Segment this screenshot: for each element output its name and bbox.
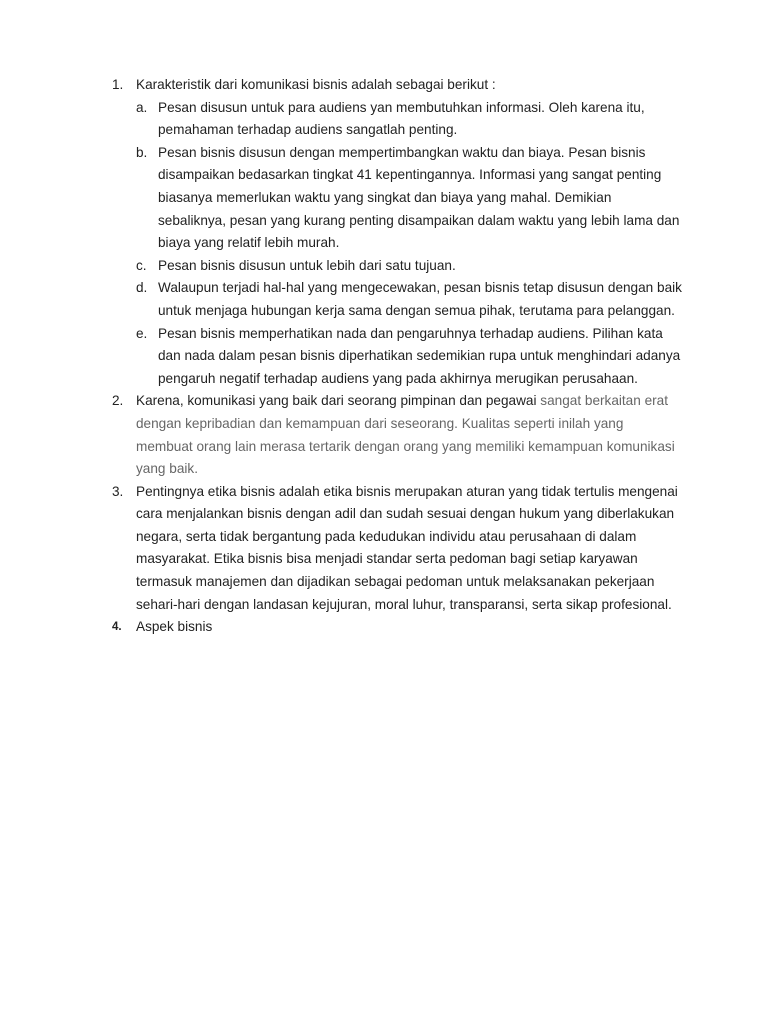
sublist-letter: b. (136, 144, 148, 160)
sublist-item-text: Pesan disusun untuk para audiens yan membutuhkan informasi. Oleh karena itu, pemahaman terhadap audiens sangatlah penting. (158, 99, 645, 138)
list-item-text (136, 390, 682, 480)
list-number: 3. (112, 483, 124, 499)
list-number: 4. (112, 621, 122, 634)
sublist-letter: a. (136, 99, 148, 115)
list-item-text: Pentingnya etika bisnis adalah etika bisnis merupakan aturan yang tidak tertulis mengenai cara menjalankan bisnis dengan adil dan sudah sesuai dengan hukum yang diberlakukan negara, serta tidak bergantung pada kedudukan individu atau perusahaan di dalam masyarakat. Etika bisnis bisa menjadi standar serta pedoman bagi setiap karyawan termasuk manajemen dan dijadikan sebagai pedoman untuk melaksanakan pekerjaan sehari-hari dengan landasan kejujuran, moral luhur, transparansi, serta sikap profesional. (136, 483, 678, 612)
list-item-text-dark: Karena, komunikasi yang baik dari seorang pimpinan dan pegawai (136, 393, 537, 409)
sublist-item-b (136, 142, 682, 255)
document-body (112, 74, 682, 639)
sublist-item-text: Pesan bisnis disusun untuk lebih dari satu tujuan. (158, 257, 456, 273)
sublist-letter: d. (136, 280, 148, 296)
sublist-letter: c. (136, 257, 147, 273)
sublist-item-text: Pesan bisnis disusun dengan mempertimbangkan waktu dan biaya. Pesan bisnis disampaikan bedasarkan tingkat 41 kepentingannya. Informasi yang sangat penting biasanya memerlukan waktu yang singkat dan biaya yang mahal. Demikian sebaliknya, pesan yang kurang penting disampaikan dalam waktu yang lebih lama dan biaya yang relatif lebih murah. (158, 144, 680, 251)
sublist-item-d (136, 277, 682, 322)
list-item-text: Aspek bisnis (136, 619, 213, 635)
list-item-text-muted: sangat berkaitan erat dengan kepribadian dan kemampuan dari seseorang. Kualitas seperti inilah yang membuat orang lain merasa tertarik dengan orang yang memiliki kemampuan komunikasi yang baik. (136, 393, 675, 477)
sublist-item-a (136, 97, 682, 142)
list-item-2 (112, 390, 682, 480)
sublist-item-c (136, 255, 682, 278)
sublist-letter: e. (136, 325, 148, 341)
list-item-text: Karakteristik dari komunikasi bisnis adalah sebagai berikut : (136, 77, 496, 92)
sublist-item-e (136, 323, 682, 391)
sublist-item-text: Walaupun terjadi hal-hal yang mengecewakan, pesan bisnis tetap disusun dengan baik untuk menjaga hubungan kerja sama dengan semua pihak, terutama para pelanggan. (158, 280, 682, 318)
list-item-3 (112, 481, 682, 617)
list-item-1 (112, 74, 682, 390)
list-number: 2. (112, 393, 124, 409)
list-item-4 (112, 616, 682, 639)
list-number: 1. (112, 77, 124, 92)
sublist-item-text: Pesan bisnis memperhatikan nada dan pengaruhnya terhadap audiens. Pilihan kata dan nada dalam pesan bisnis diperhatikan sedemikian rupa untuk menghindari adanya pengaruh negatif terhadap audiens yang pada akhirnya merugikan perusahaan. (158, 325, 681, 386)
